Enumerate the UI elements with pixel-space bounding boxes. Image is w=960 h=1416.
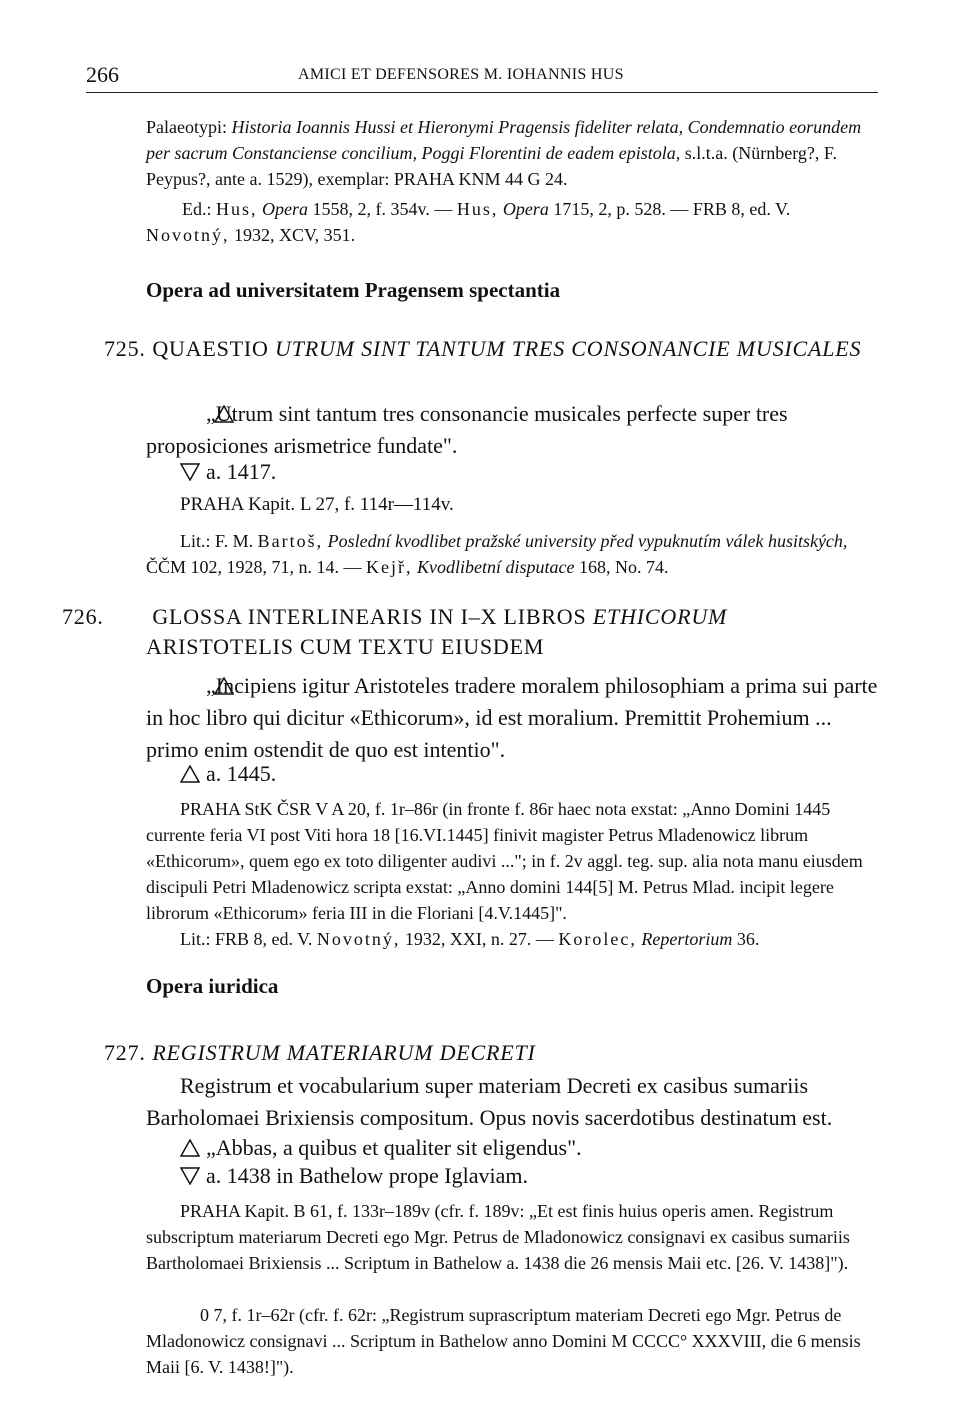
triangle-up-icon	[180, 760, 200, 778]
entry-726-incipit	[146, 670, 878, 766]
entry-725-date-line	[180, 456, 276, 488]
entry-726-lit-ref-1: 1932, XXI, n. 27. —	[404, 929, 554, 949]
entry-727-manuscript-2	[146, 1302, 878, 1380]
entry-725-title-plain: QUAESTIO	[152, 336, 269, 361]
entry-727-incipit: „Abbas, a quibus et qualiter sit eligendus".	[206, 1135, 582, 1160]
header-rule	[86, 92, 878, 93]
entry-725-lit-prefix: Lit.: F. M.	[180, 531, 254, 551]
entry-726-lit-ref-2: 36.	[736, 929, 760, 949]
entry-725-lit-work-2: Kvodlibetní disputace	[417, 557, 575, 577]
entry-725-incipit-text: „Utrum sint tantum tres consonancie musicales perfecte super tres proposiciones arismetrice fundate".	[146, 401, 788, 458]
entry-726-date: a. 1445.	[206, 761, 277, 786]
palaeotypi-title: Historia Ioannis Hussi et Hieronymi Pragensis fideliter relata, Condemnatio eorundem per sacrum Constanciense concilium, Poggi Florentini de eadem epistola,	[146, 117, 862, 163]
entry-726-manuscript-text: PRAHA StK ČSR V A 20, f. 1r–86r (in fronte f. 86r haec nota exstat: „Anno Domini 1445 currente feria VI post Viti hora 18 [16.VI.1445] finivit magister Petrus Mladenowicz librum «Ethicorum», quem ego ex toto diligenter audivi ..."; in f. 2v aggl. teg. sup. alia nota manu eiusdem discipuli Petri Mladenowicz scripta exstat: „Anno domini 144[5] M. Petrus Mlad. incipit legere librorum «Ethicorum» feria III in die Floriani [4.V.1445]".	[146, 799, 863, 923]
entry-727-date: a. 1438 in Bathelow prope Iglaviam.	[206, 1163, 528, 1188]
entry-726-number: 726.	[62, 604, 104, 629]
triangle-up-icon	[180, 1134, 200, 1152]
section-heading-university: Opera ad universitatem Pragensem spectantia	[146, 278, 561, 302]
entry-725-date: a. 1417.	[206, 459, 277, 484]
entry-727-manuscript-2-text: 0 7, f. 1r–62r (cfr. f. 62r: „Registrum suprascriptum materiam Decreti ego Mgr. Petrus de Mladonowicz consignavi ... Scriptum in Bathelow anno Domini M CCCC° XXXVIII, die 6 mensis Maii [6. V. 1438!]").	[146, 1305, 861, 1377]
running-head: AMICI ET DEFENSORES M. IOHANNIS HUS	[298, 66, 624, 83]
entry-726-lit-author-2: Korolec,	[558, 929, 637, 949]
triangle-up-icon	[180, 400, 200, 418]
entry-725-title-italic: UTRUM SINT TANTUM TRES CONSONANCIE MUSICALES	[275, 336, 862, 361]
entry-726-title-plain-1: GLOSSA INTERLINEARIS IN I–X LIBROS	[152, 604, 587, 629]
entry-726-title-italic: ETHICORUM	[592, 604, 728, 629]
palaeotypi-paragraph	[146, 114, 878, 192]
entry-725-literature	[146, 528, 878, 580]
entry-726-lit-prefix: Lit.: FRB 8, ed. V.	[180, 929, 313, 949]
ed-author-2: Hus,	[456, 199, 499, 219]
ed-author-3: Novotný,	[146, 225, 230, 245]
palaeotypi-label: Palaeotypi:	[146, 117, 227, 137]
entry-726-lit-author-1: Novotný,	[316, 929, 401, 949]
entry-726-incipit-text: „Incipiens igitur Aristoteles tradere moralem philosophiam a prima sui parte in hoc libro qui dicitur «Ethicorum», id est moralium. Premittit Prohemium ... primo enim ostendit de quo est intentio".	[146, 673, 878, 762]
page-number: 266	[86, 62, 119, 87]
triangle-down-icon	[180, 1162, 200, 1180]
entry-726-title-plain-2: ARISTOTELIS CUM TEXTU EIUSDEM	[146, 634, 545, 659]
entry-727-title-italic: REGISTRUM MATERIARUM DECRETI	[152, 1040, 536, 1065]
entry-727-number: 727.	[104, 1040, 146, 1065]
section-heading-iuridica: Opera iuridica	[146, 974, 279, 998]
ed-work-1: Opera	[262, 199, 309, 219]
entry-726-manuscript	[146, 796, 878, 926]
ed-ref-3: 1932, XCV, 351.	[234, 225, 356, 245]
entry-726-date-line	[180, 758, 276, 790]
entry-727-title	[104, 1038, 878, 1068]
entry-726-title	[62, 602, 878, 662]
triangle-down-icon	[180, 458, 200, 476]
entry-727-manuscript-1	[146, 1198, 878, 1276]
palaeotypi-imprint: s.l.t.a. (Nürnberg?, F. Peypus?, ante a. 1529), exemplar: PRAHA KNM 44 G 24.	[146, 143, 837, 189]
entry-725-lit-ref-1: ČČM 102, 1928, 71, n. 14. —	[146, 557, 362, 577]
entry-725-manuscript: PRAHA Kapit. L 27, f. 114r—114v.	[180, 494, 454, 515]
entry-725-number: 725.	[104, 336, 146, 361]
ed-author-1: Hus,	[216, 199, 258, 219]
triangle-up-icon	[180, 672, 200, 690]
ed-ref-1: 1558, 2, f. 354v. —	[312, 199, 453, 219]
entry-727-description-text: Registrum et vocabularium super materiam Decreti ex casibus sumariis Barholomaei Brixiensis compositum. Opus novis sacerdotibus destinatum est.	[146, 1073, 833, 1130]
entry-725-lit-work-1: Poslední kvodlibet pražské university před vypuknutím válek husitských,	[327, 531, 848, 551]
ed-prefix: Ed.:	[182, 199, 212, 219]
entry-727-manuscript-1-text: PRAHA Kapit. B 61, f. 133r–189v (cfr. f. 189v: „Et est finis huius operis amen. Registrum subscriptum materiarum Decreti ego Mgr. Petrus de Mladonowicz consignavi ex casibus sumariis Bartholomaei Brixiensis ... Scriptum in Bathelow a. 1438 die 26 mensis Maii etc. [26. V. 1438]").	[146, 1201, 850, 1273]
entry-727-description	[146, 1070, 878, 1134]
entry-727-date-line	[180, 1160, 528, 1192]
editions-paragraph	[146, 196, 878, 248]
entry-726-literature	[180, 926, 878, 952]
entry-725-lit-author-1: Bartoš,	[257, 531, 324, 551]
ed-work-2: Opera	[502, 199, 549, 219]
entry-725-incipit	[146, 398, 878, 462]
entry-725-lit-ref-2: 168, No. 74.	[579, 557, 669, 577]
entry-725-lit-author-2: Kejř,	[366, 557, 413, 577]
ed-ref-2: 1715, 2, p. 528. — FRB 8, ed. V.	[553, 199, 791, 219]
entry-725-title	[104, 334, 878, 364]
entry-726-lit-work-2: Repertorium	[641, 929, 733, 949]
